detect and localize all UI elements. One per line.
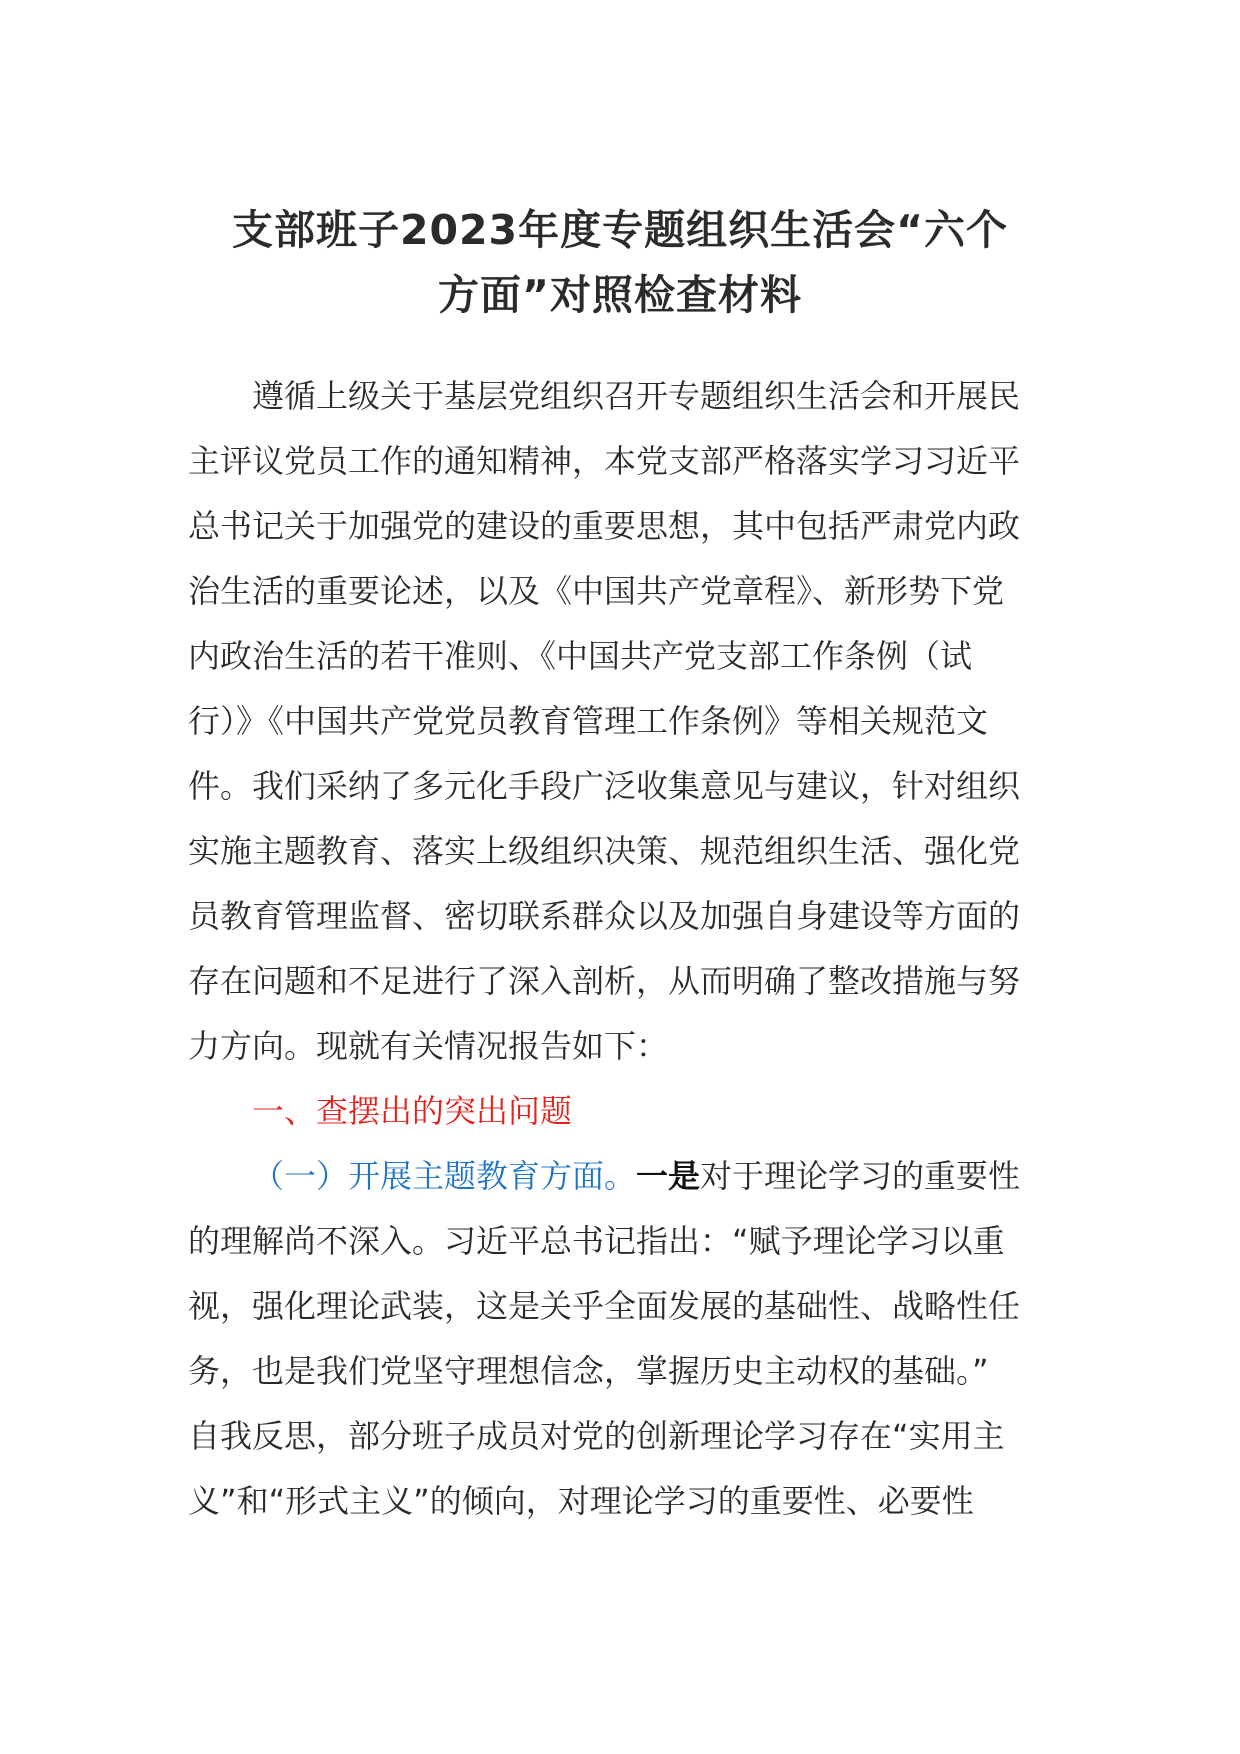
intro-line-11: 力方向。现就有关情况报告如下：: [188, 1027, 669, 1065]
subsection-text-start: 对于理论学习的重要性: [700, 1157, 1021, 1195]
intro-line-5: 内政治生活的若干准则、《中国共产党支部工作条例（试: [188, 637, 973, 675]
intro-line-10: 存在问题和不足进行了深入剖析，从而明确了整改措施与努: [188, 962, 1021, 1000]
title-line-2: 方面”对照检查材料: [438, 271, 802, 319]
intro-line-7: 件。我们采纳了多元化手段广泛收集意见与建议，针对组织: [188, 767, 1021, 805]
document-title: [150, 198, 1090, 328]
intro-line-2: 主评议党员工作的通知精神，本党支部严格落实学习习近平: [188, 442, 1021, 480]
section-line-3: 务，也是我们党坚守理想信念，掌握历史主动权的基础。”: [188, 1352, 989, 1390]
subsection-heading: （一）开展主题教育方面。: [252, 1157, 637, 1195]
intro-line-8: 实施主题教育、落实上级组织决策、规范组织生活、强化党: [188, 832, 1021, 870]
section-heading-1: 一、查摆出的突出问题: [252, 1092, 573, 1130]
intro-line-9: 员教育管理监督、密切联系群众以及加强自身建设等方面的: [188, 897, 1021, 935]
document-body: [188, 364, 1058, 1534]
section-line-1: 的理解尚不深入。习近平总书记指出：“赋予理论学习以重: [188, 1222, 1005, 1260]
intro-line-3: 总书记关于加强党的建设的重要思想，其中包括严肃党内政: [188, 507, 1021, 545]
subsection-first-line: [188, 1144, 1058, 1209]
title-line-1: 支部班子2023年度专题组织生活会“六个: [231, 206, 1009, 254]
intro-line-1: 遵循上级关于基层党组织召开专题组织生活会和开展民: [252, 377, 1021, 415]
section-line-5: 义”和“形式主义”的倾向，对理论学习的重要性、必要性: [188, 1482, 974, 1520]
intro-line-6: 行）》《中国共产党党员教育管理工作条例》等相关规范文: [188, 702, 989, 740]
section-line-4: 自我反思，部分班子成员对党的创新理论学习存在“实用主: [188, 1417, 1005, 1455]
section-line-2: 视，强化理论武装，这是关乎全面发展的基础性、战略性任: [188, 1287, 1021, 1325]
intro-line-4: 治生活的重要论述，以及《中国共产党章程》、新形势下党: [188, 572, 1005, 610]
point-marker-first: 一是: [636, 1157, 701, 1195]
